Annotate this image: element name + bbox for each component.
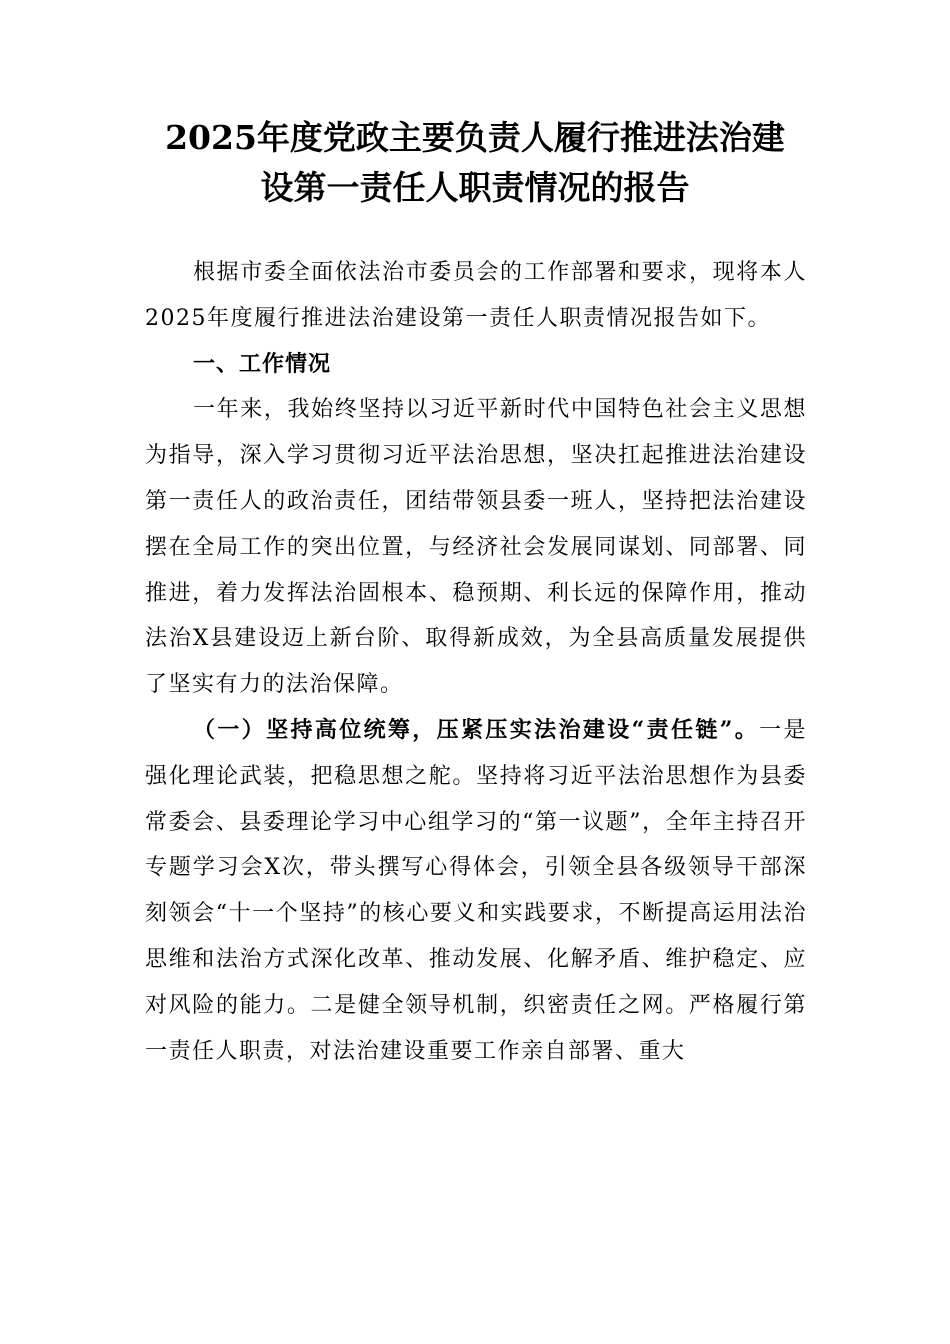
document-title [145, 113, 805, 213]
title-line-1: 2025年度党政主要负责人履行推进法治建 [165, 118, 785, 157]
sub-section-1-paragraph [145, 708, 807, 1074]
sub-section-1-body: 一是强化理论武装，把稳思想之舵。坚持将习近平法治思想作为县委常委会、县委理论学习中心组学习的“第一议题”，全年主持召开专题学习会X次，带头撰写心得体会，引领全县各级领导干部深刻领会“十一个坚持”的核心要义和实践要求，不断提高运用法治思维和法治方式深化改革、推动发展、化解矛盾、维护稳定、应对风险的能力。二是健全领导机制，织密责任之网。严格履行第一责任人职责，对法治建设重要工作亲自部署、重大 [145, 717, 807, 1064]
intro-paragraph: 根据市委全面依法治市委员会的工作部署和要求，现将本人2025年度履行推进法治建设第一责任人职责情况报告如下。 [145, 260, 807, 331]
work-status-paragraph: 一年来，我始终坚持以习近平新时代中国特色社会主义思想为指导，深入学习贯彻习近平法治思想，坚决扛起推进法治建设第一责任人的政治责任，团结带领县委一班人，坚持把法治建设摆在全局工作的突出位置，与经济社会发展同谋划、同部署、同推进，着力发挥法治固根本、稳预期、利长远的保障作用，推动法治X县建设迈上新台阶、取得新成效，为全县高质量发展提供了坚实有力的法治保障。 [145, 397, 807, 698]
title-line-2: 设第一责任人职责情况的报告 [260, 168, 690, 207]
sub-section-1-heading: （一）坚持高位统筹，压紧压实法治建设“责任链”。 [193, 716, 760, 743]
document-body [145, 250, 807, 1074]
section-heading-work-status: 一、工作情况 [193, 351, 332, 377]
